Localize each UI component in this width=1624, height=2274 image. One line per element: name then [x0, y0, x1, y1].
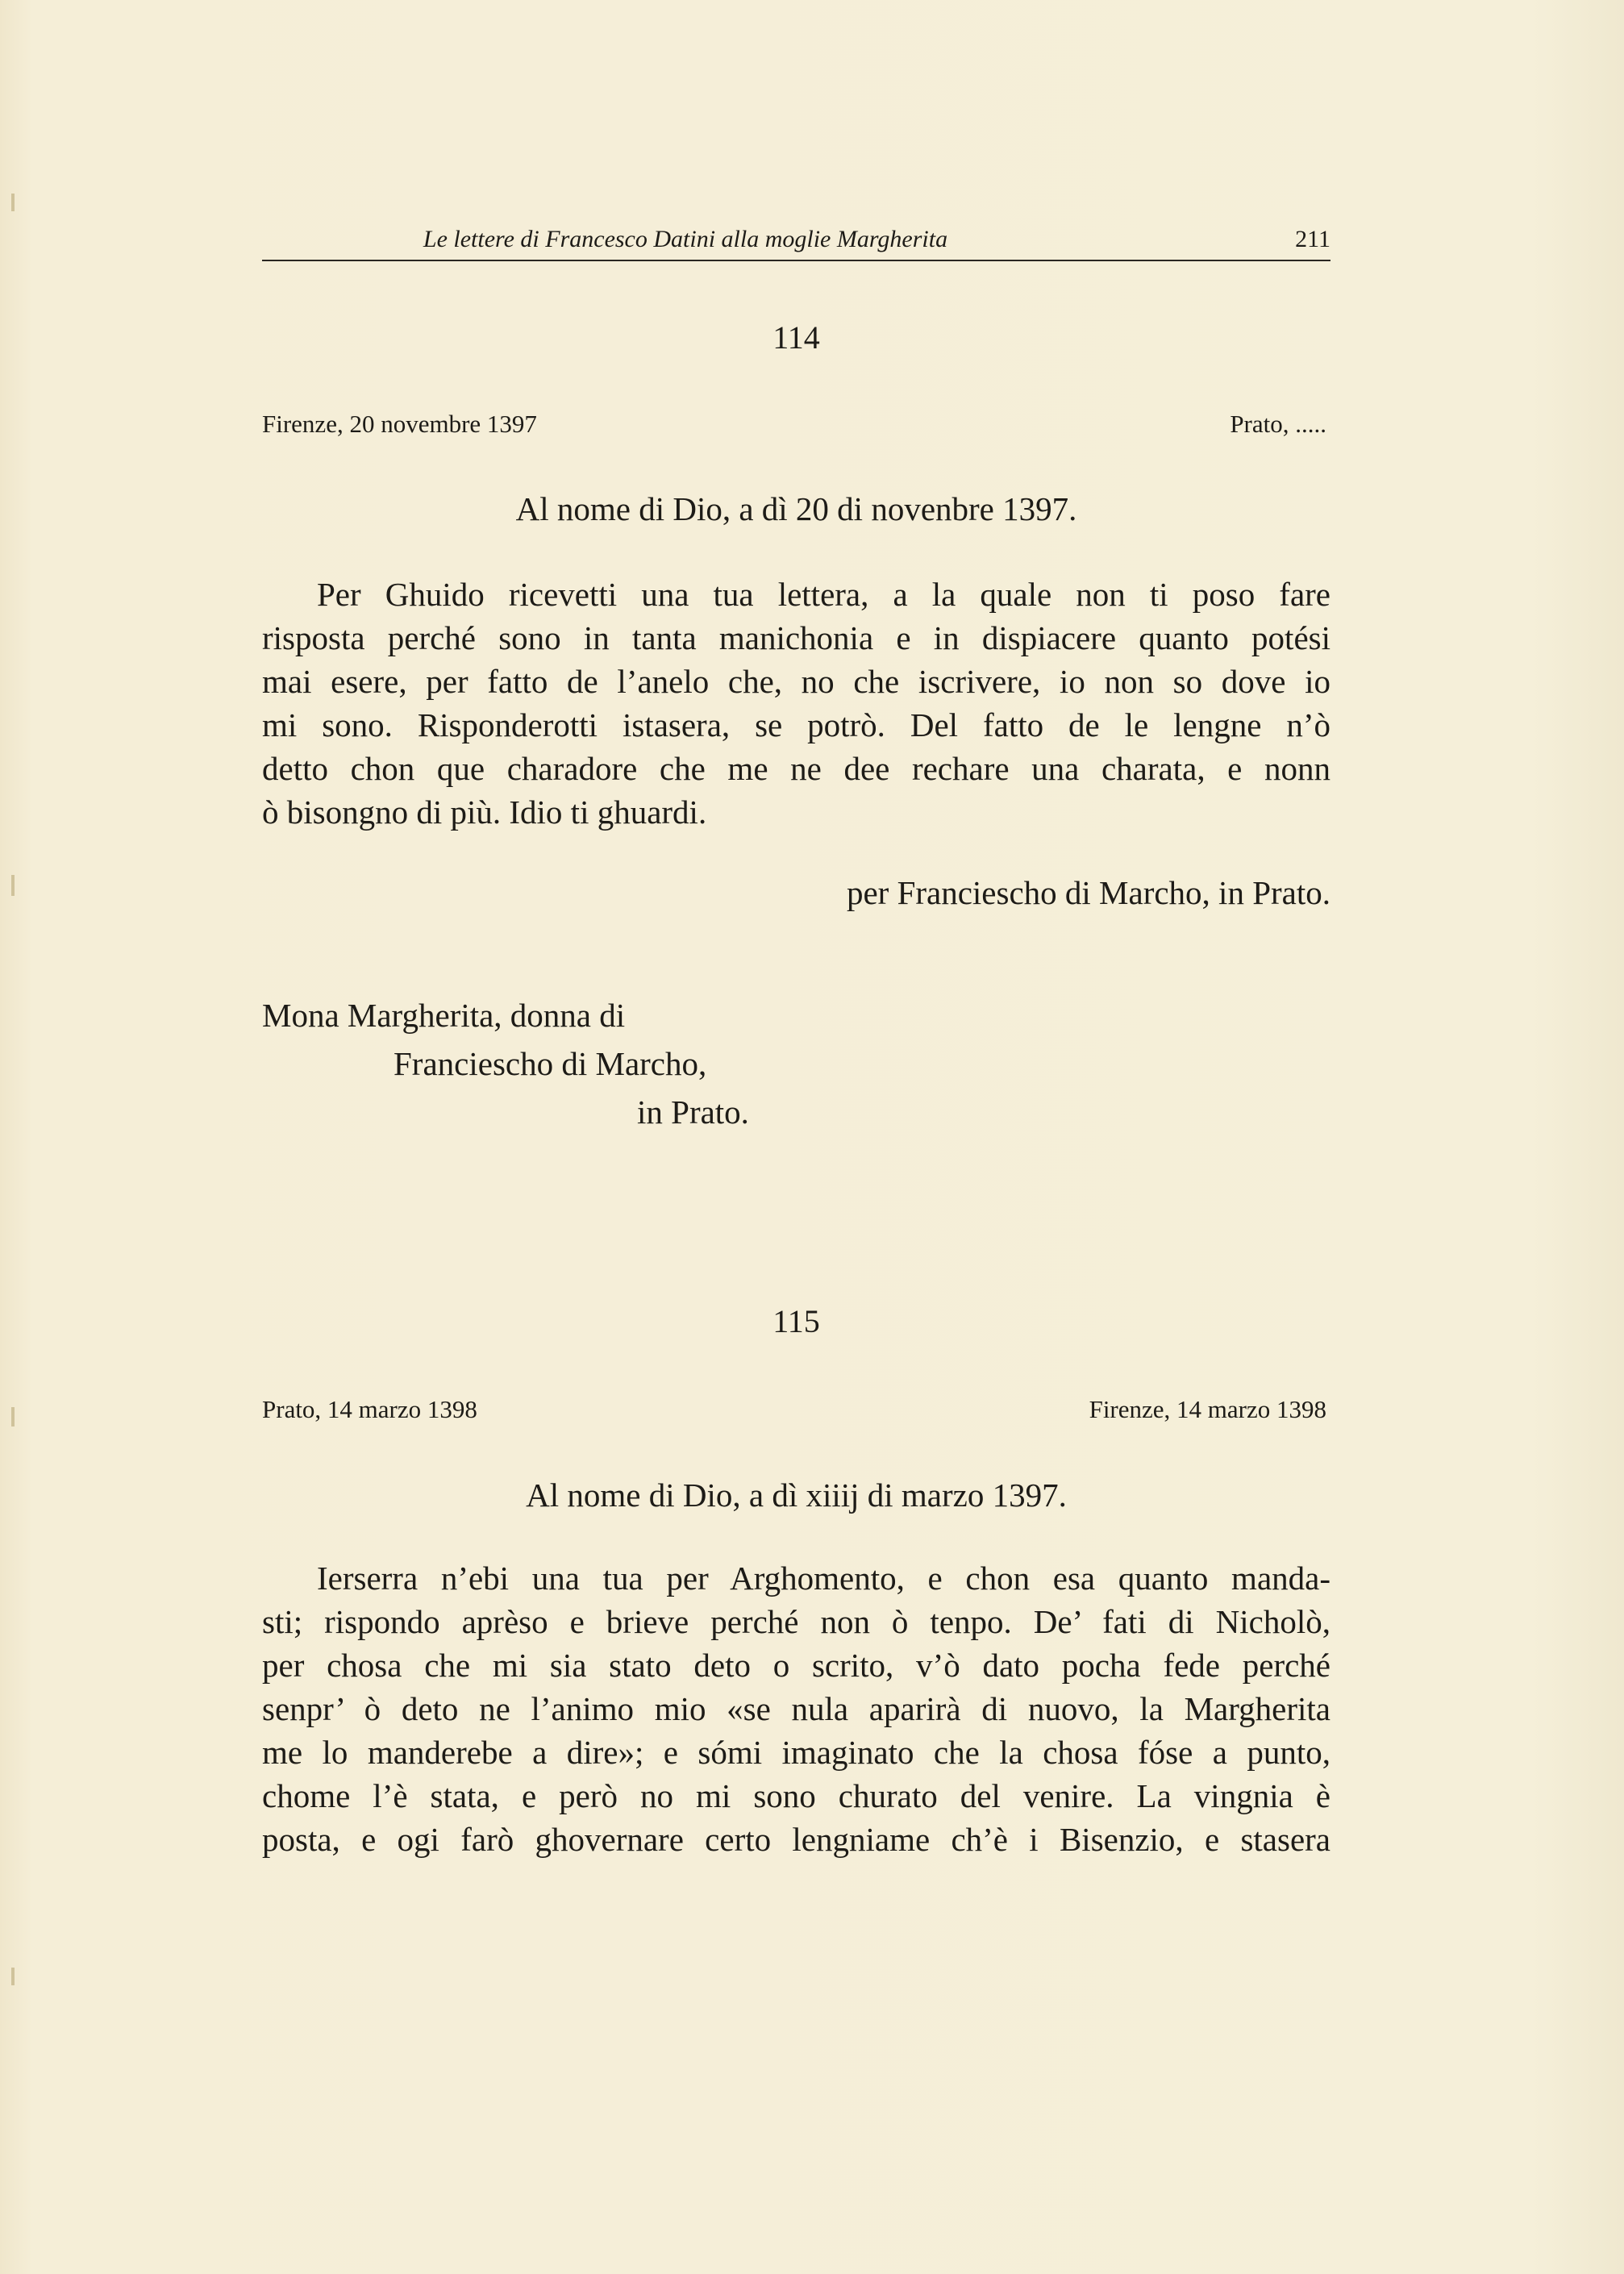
- running-title: Le lettere di Francesco Datini alla moglie Margherita: [423, 226, 948, 252]
- origin-place-date: Prato, 14 marzo 1398: [262, 1395, 477, 1423]
- origin-place-date: Firenze, 20 novembre 1397: [262, 410, 537, 438]
- text-line: mi sono. Risponderotti istasera, se potrò. Del fatto de le lengne n’ò: [262, 706, 1330, 743]
- letter-number: 115: [772, 1303, 820, 1339]
- letter-heading: Al nome di Dio, a dì xiiij di marzo 1397.: [526, 1476, 1067, 1514]
- destination-place-date: Prato, .....: [1230, 410, 1326, 438]
- text-line: chome l’è stata, e però no mi sono churato del venire. La vingnia è: [262, 1777, 1330, 1814]
- text-line: risposta perché sono in tanta manichonia e in dispiacere quanto potési: [262, 619, 1330, 656]
- margin-mark: [11, 875, 15, 896]
- address-line: Franciescho di Marcho,: [394, 1045, 707, 1082]
- letter-body: [262, 1556, 1330, 1861]
- text-line: mai esere, per fatto de l’anelo che, no che iscrivere, io non so dove io: [262, 663, 1330, 700]
- address-line: Mona Margherita, donna di: [262, 997, 626, 1034]
- margin-mark: [11, 1968, 15, 1985]
- margin-mark: [11, 1407, 15, 1426]
- page-number: 211: [1295, 226, 1330, 252]
- text-line: Ierserra n’ebi una tua per Arghomento, e chon esa quanto manda-: [317, 1560, 1330, 1597]
- text-line: per chosa che mi sia stato deto o scrito, v’ò dato pocha fede perché: [262, 1647, 1330, 1684]
- letter-body: [262, 573, 1330, 834]
- running-header: [262, 224, 1330, 261]
- text-line: posta, e ogi farò ghovernare certo lengniame ch’è i Bisenzio, e stasera: [262, 1821, 1330, 1858]
- margin-mark: [11, 194, 15, 211]
- text-line: me lo manderebe a dire»; e sómi imaginato che la chosa fóse a punto,: [262, 1734, 1330, 1771]
- letter-heading: Al nome di Dio, a dì 20 di novenbre 1397.: [515, 490, 1077, 527]
- address-line: in Prato.: [637, 1093, 749, 1131]
- text-line: sti; rispondo aprèso e brieve perché non ò tenpo. De’ fati di Nicholò,: [262, 1603, 1330, 1640]
- destination-place-date: Firenze, 14 marzo 1398: [1089, 1395, 1326, 1423]
- text-line: Per Ghuido ricevetti una tua lettera, a la quale non ti poso fare: [317, 576, 1330, 613]
- letter-number: 114: [772, 319, 820, 356]
- text-line: detto chon que charadore che me ne dee rechare una charata, e nonn: [262, 750, 1330, 787]
- text-line: senpr’ ò deto ne l’animo mio «se nula aparirà di nuovo, la Margherita: [262, 1690, 1330, 1727]
- text-line: ò bisongno di più. Idio ti ghuardi.: [262, 793, 707, 831]
- letter-signature: per Franciescho di Marcho, in Prato.: [846, 874, 1330, 911]
